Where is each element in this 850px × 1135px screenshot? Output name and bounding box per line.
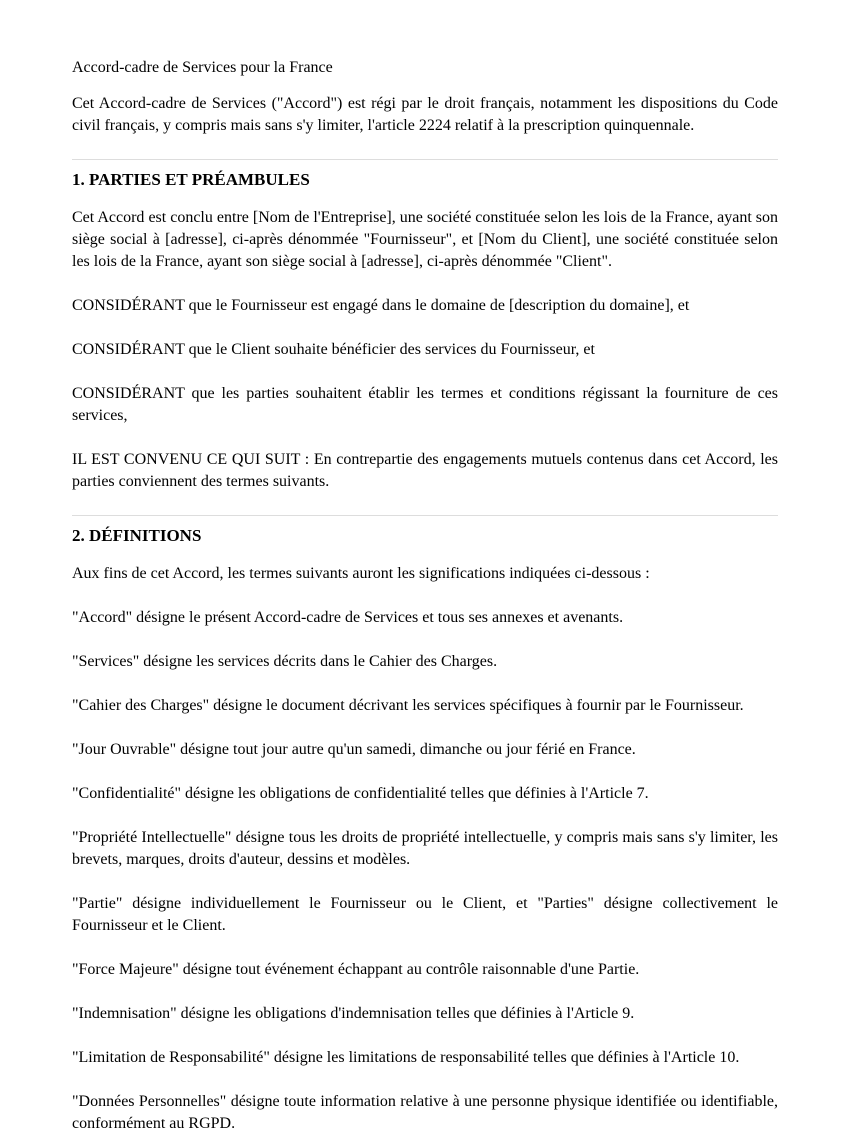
paragraph-il-est-convenu: IL EST CONVENU CE QUI SUIT : En contrepartie des engagements mutuels contenus dans cet Accord, les parties conviennent des termes suivants. [72, 451, 778, 490]
section-heading-parties: 1. PARTIES ET PRÉAMBULES [72, 170, 310, 189]
definition-services: "Services" désigne les services décrits dans le Cahier des Charges. [72, 653, 498, 670]
definition-cahier-des-charges: "Cahier des Charges" désigne le document décrivant les services spécifiques à fournir par le Fournisseur. [72, 697, 744, 714]
paragraph-considerant-fournisseur: CONSIDÉRANT que le Fournisseur est engagé dans le domaine de [description du domaine], et [72, 297, 690, 314]
definition-force-majeure: "Force Majeure" désigne tout événement échappant au contrôle raisonnable d'une Partie. [72, 961, 640, 978]
definition-accord: "Accord" désigne le présent Accord-cadre de Services et tous ses annexes et avenants. [72, 609, 624, 626]
definition-indemnisation: "Indemnisation" désigne les obligations d'indemnisation telles que définies à l'Article 9. [72, 1005, 635, 1022]
definition-jour-ouvrable: "Jour Ouvrable" désigne tout jour autre qu'un samedi, dimanche ou jour férié en France. [72, 741, 636, 758]
section-divider [72, 515, 778, 516]
definition-limitation-responsabilite: "Limitation de Responsabilité" désigne les limitations de responsabilité telles que définies à l'Article 10. [72, 1049, 740, 1066]
paragraph-definitions-intro: Aux fins de cet Accord, les termes suivants auront les significations indiquées ci-dessous : [72, 565, 650, 582]
document-title: Accord-cadre de Services pour la France [72, 59, 333, 76]
definition-partie: "Partie" désigne individuellement le Fournisseur ou le Client, et "Parties" désigne collectivement le Fournisseur et le Client. [72, 895, 778, 934]
definition-propriete-intellectuelle: "Propriété Intellectuelle" désigne tous les droits de propriété intellectuelle, y compris mais sans s'y limiter, les brevets, marques, droits d'auteur, dessins et modèles. [72, 829, 778, 868]
paragraph-considerant-client: CONSIDÉRANT que le Client souhaite bénéficier des services du Fournisseur, et [72, 341, 595, 358]
section-divider [72, 159, 778, 160]
intro-paragraph: Cet Accord-cadre de Services ("Accord") est régi par le droit français, notamment les dispositions du Code civil français, y compris mais sans s'y limiter, l'article 2224 relatif à la prescription quinquennale. [72, 95, 778, 134]
definition-confidentialite: "Confidentialité" désigne les obligations de confidentialité telles que définies à l'Article 7. [72, 785, 649, 802]
definition-donnees-personnelles: "Données Personnelles" désigne toute information relative à une personne physique identifiée ou identifiable, conformément au RGPD. [72, 1093, 778, 1132]
paragraph-parties-conclusion: Cet Accord est conclu entre [Nom de l'Entreprise], une société constituée selon les lois de la France, ayant son siège social à [adresse], ci-après dénommée "Fournisseur", et [Nom du Client], une société constituée selon les lois de la France, ayant son siège social à [adresse], ci-après dénommée "Client". [72, 209, 778, 270]
paragraph-considerant-parties: CONSIDÉRANT que les parties souhaitent établir les termes et conditions régissant la fourniture de ces services, [72, 385, 778, 424]
section-heading-definitions: 2. DÉFINITIONS [72, 526, 202, 545]
